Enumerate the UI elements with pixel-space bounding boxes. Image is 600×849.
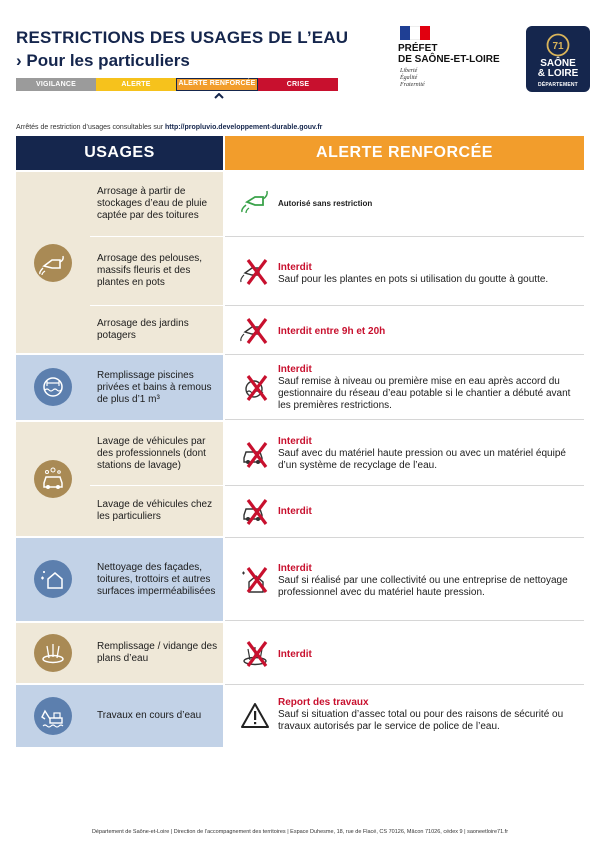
alert-cell	[225, 685, 584, 747]
level-crise: CRISE	[258, 78, 338, 91]
alert-cell	[225, 623, 584, 685]
group-lavage	[16, 422, 90, 536]
level-alerte: ALERTE	[96, 78, 176, 91]
group-travaux	[16, 685, 90, 747]
current-level-caret-icon	[214, 93, 224, 99]
column-header-alerte: ALERTE RENFORCÉE	[225, 136, 584, 170]
alert-cell	[225, 538, 584, 621]
alert-status: Report des travaux	[278, 697, 369, 708]
car-wash-icon	[34, 460, 72, 498]
prefet-line2: DE SAÔNE-ET-LOIRE	[398, 54, 500, 65]
alert-detail: Sauf remise à niveau ou première mise en eau après accord du gestionnaire du réseau d’eau potable si le chantier a débuté avant les premières restrictions.	[278, 376, 571, 411]
department-line2: & LOIRE	[537, 68, 579, 79]
group-arrosage	[16, 172, 90, 353]
warning-triangle-icon	[237, 701, 273, 731]
alert-status: Autorisé sans restriction	[278, 199, 373, 208]
alert-cell	[225, 237, 584, 306]
alert-cell	[225, 355, 584, 420]
alert-status: Interdit	[278, 506, 312, 517]
alert-detail: Sauf avec du matériel haute pression ou avec un matériel équipé d’un système de recyclage de l’eau.	[278, 448, 566, 471]
alert-detail: Sauf si situation d’assec total ou pour des raisons de sécurité ou travaux autorisés par le service de police de l’eau.	[278, 709, 564, 732]
french-flag-icon	[400, 26, 430, 40]
source-link[interactable]: http://propluvio.developpement-durable.gouv.fr	[165, 124, 323, 131]
alert-level-scale	[16, 78, 338, 91]
usage-cell: Lavage de véhicules par des professionnels (dont stations de lavage)	[90, 422, 223, 486]
usage-cell: Arrosage des jardins potagers	[90, 306, 223, 353]
facade-cleaning-icon	[34, 560, 72, 598]
usage-cell: Lavage de véhicules chez les particuliers	[90, 486, 223, 536]
usage-cell: Travaux en cours d’eau	[90, 685, 223, 747]
page-subtitle: › Pour les particuliers	[16, 51, 190, 70]
department-emblem-icon	[546, 33, 570, 57]
page-header	[0, 0, 600, 120]
watering-forbidden-icon	[237, 257, 273, 287]
group-piscines	[16, 355, 90, 420]
excavator-icon	[34, 697, 72, 735]
rain-water-ok-icon	[237, 188, 273, 218]
garden-watering-forbidden-icon	[237, 316, 273, 346]
watering-can-icon	[34, 244, 72, 282]
department-sub: DÉPARTEMENT	[538, 82, 578, 88]
alert-status: Interdit	[278, 563, 312, 574]
pool-icon	[34, 368, 72, 406]
footer: Département de Saône-et-Loire | Direction de l’accompagnement des territoires | Espace Duhesme, 18, rue de Flacé, CS 70126, Mâcon 71026, cédex 9 | saoneetloire71.fr	[91, 829, 509, 835]
alert-cell	[225, 306, 584, 355]
department-logo	[526, 26, 590, 92]
car-wash-forbidden-icon	[237, 440, 273, 470]
alert-cell	[225, 422, 584, 486]
level-alerte-renforcee: ALERTE RENFORCÉE	[176, 78, 258, 91]
usage-cell: Remplissage piscines privées et bains à remous de plus d’1 m³	[90, 355, 223, 420]
group-plans-eau	[16, 623, 90, 683]
alert-status: Interdit entre 9h et 20h	[278, 326, 386, 337]
alert-detail: Sauf pour les plantes en pots si utilisation du goutte à goutte.	[278, 274, 549, 285]
alert-status: Interdit	[278, 364, 312, 375]
department-line1: SAÔNE	[540, 58, 576, 69]
facade-cleaning-forbidden-icon	[237, 565, 273, 595]
svg-text:71: 71	[552, 41, 564, 52]
usage-cell: Nettoyage des façades, toitures, trottoirs et autres surfaces imperméabilisées	[90, 538, 223, 621]
usage-cell: Remplissage / vidange des plans d’eau	[90, 623, 223, 683]
alert-cell	[225, 486, 584, 538]
republic-motto: Liberté Égalité Fraternité	[400, 68, 425, 88]
alert-status: Interdit	[278, 436, 312, 447]
pond-icon	[34, 634, 72, 672]
prefet-logo	[396, 26, 526, 96]
alert-status: Interdit	[278, 262, 312, 273]
source-note: Arrêtés de restriction d’usages consultables sur http://propluvio.developpement-durable.gouv.fr	[16, 124, 323, 131]
pond-forbidden-icon	[237, 639, 273, 669]
alert-cell	[225, 172, 584, 237]
pool-forbidden-icon	[237, 373, 273, 403]
usage-cell: Arrosage à partir de stockages d’eau de pluie captée par des toitures	[90, 172, 223, 237]
column-header-usages: USAGES	[16, 136, 223, 170]
usage-cell: Arrosage des pelouses, massifs fleuris et des plantes en pots	[90, 237, 223, 306]
alert-status: Interdit	[278, 649, 312, 660]
page-title: RESTRICTIONS DES USAGES DE L’EAU	[16, 28, 349, 47]
group-nettoyage	[16, 538, 90, 621]
car-wash-private-forbidden-icon	[237, 497, 273, 527]
alert-detail: Sauf si réalisé par une collectivité ou une entreprise de nettoyage professionnel avec du matériel haute pression.	[278, 575, 568, 598]
prefet-line1: PRÉFET	[398, 43, 438, 54]
level-vigilance: VIGILANCE	[16, 78, 96, 91]
